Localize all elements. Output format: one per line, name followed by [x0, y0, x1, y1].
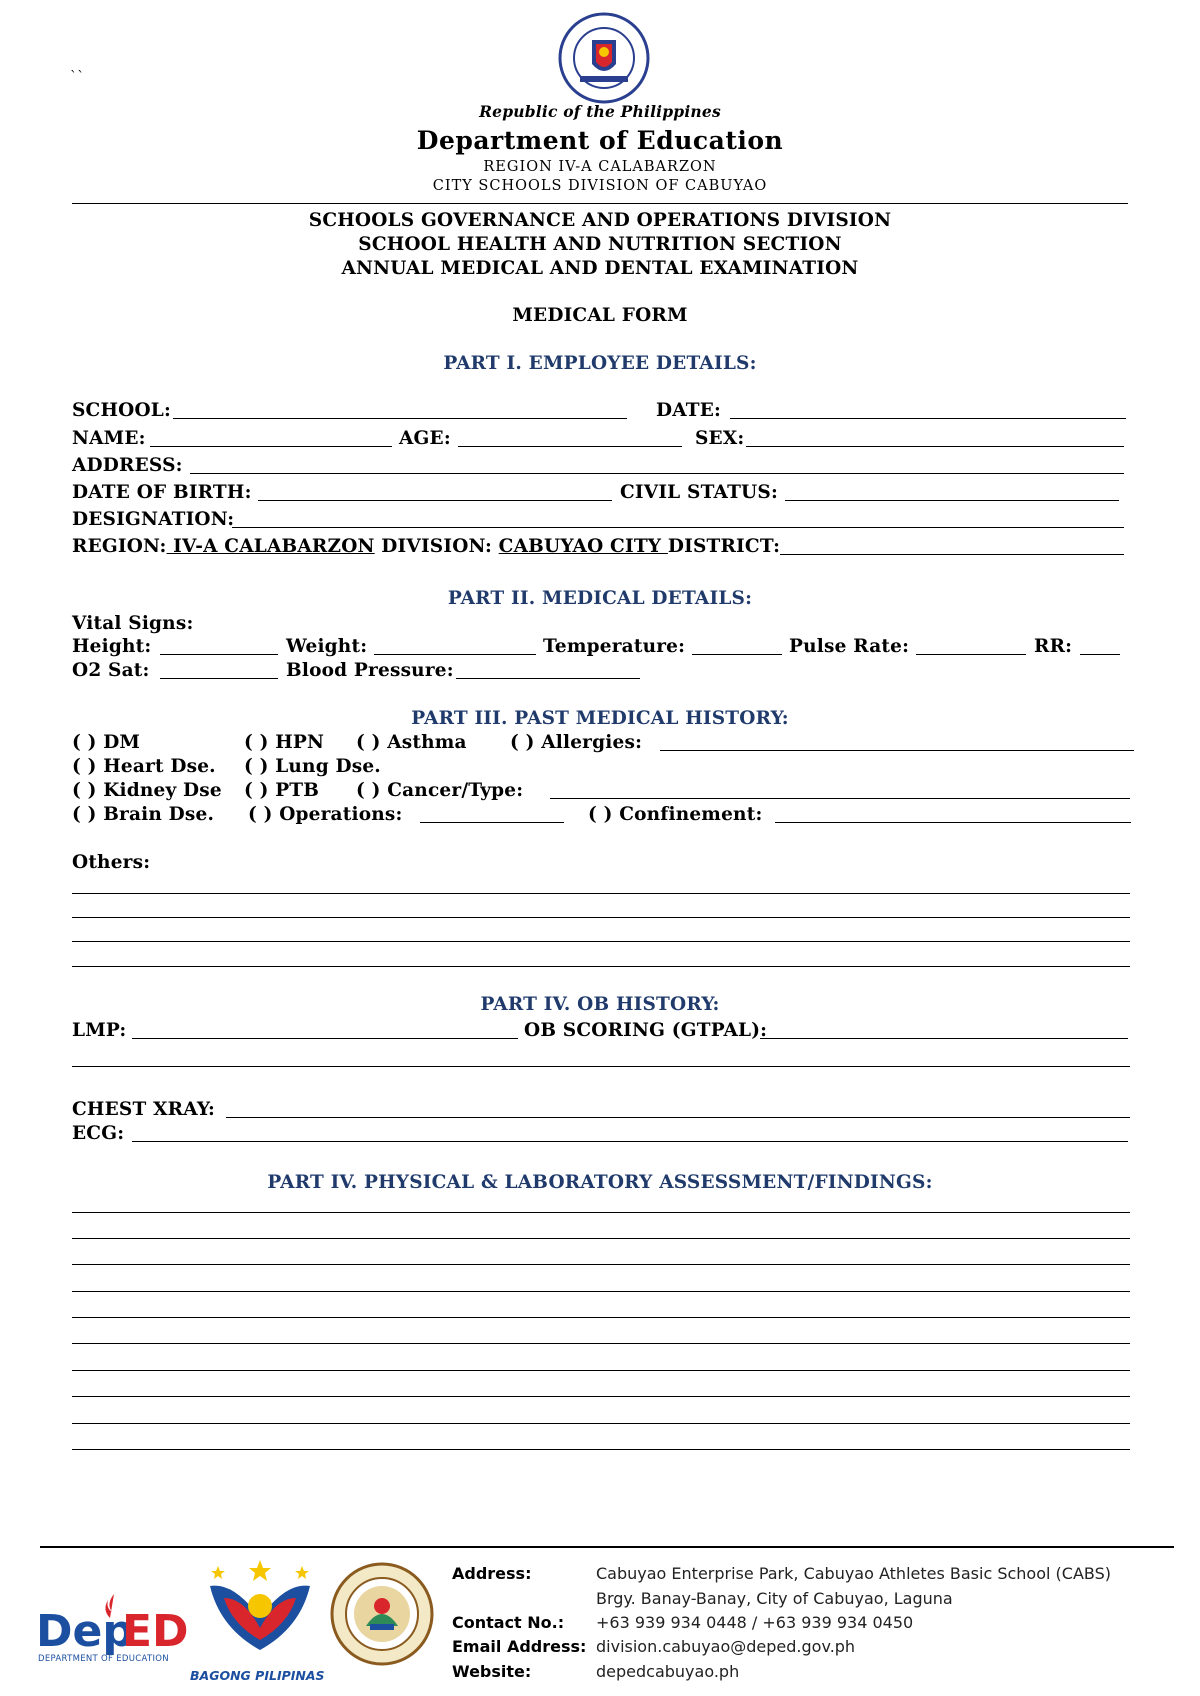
findings-line[interactable]	[72, 1238, 1130, 1239]
part5-heading: PART IV. PHYSICAL & LABORATORY ASSESSMENT/FINDINGS:	[267, 1172, 933, 1193]
date-label: DATE:	[656, 400, 722, 421]
others-label: Others:	[72, 852, 151, 873]
website-footer-value[interactable]: depedcabuyao.ph	[596, 1662, 740, 1681]
region-text: REGION IV-A CALABARZON	[483, 159, 717, 175]
weight-field[interactable]	[374, 654, 536, 655]
pulse-label: Pulse Rate:	[789, 636, 910, 657]
height-field[interactable]	[160, 654, 278, 655]
brain-checkbox[interactable]: ( ) Brain Dse.	[72, 804, 215, 825]
asthma-checkbox[interactable]: ( ) Asthma	[356, 732, 467, 753]
ob-scoring-label: OB SCORING (GTPAL):	[524, 1020, 768, 1041]
findings-line[interactable]	[72, 1423, 1130, 1424]
address-footer-line-1: Cabuyao Enterprise Park, Cabuyao Athletes Basic School (CABS)	[596, 1564, 1111, 1583]
website-footer-label: Website:	[452, 1662, 532, 1681]
deped-subtext: DEPARTMENT OF EDUCATION	[38, 1654, 169, 1664]
temperature-field[interactable]	[692, 654, 782, 655]
cancer-field[interactable]	[550, 798, 1130, 799]
civil-status-label: CIVIL STATUS:	[620, 482, 778, 503]
division-text: CITY SCHOOLS DIVISION OF CABUYAO	[432, 178, 768, 194]
republic-text: Republic of the Philippines	[479, 102, 721, 121]
division-seal-icon	[330, 1562, 434, 1666]
lmp-field[interactable]	[132, 1038, 518, 1039]
findings-line[interactable]	[72, 1212, 1130, 1213]
chest-xray-field[interactable]	[226, 1117, 1130, 1118]
designation-label: DESIGNATION:	[72, 509, 235, 530]
allergies-field[interactable]	[660, 750, 1134, 751]
address-field[interactable]	[190, 473, 1124, 474]
date-field[interactable]	[730, 418, 1126, 419]
bagong-pilipinas-icon	[204, 1558, 316, 1658]
rr-label: RR:	[1034, 636, 1073, 657]
division-label: DIVISION:	[381, 536, 493, 557]
part1-heading: PART I. EMPLOYEE DETAILS:	[443, 353, 757, 374]
designation-field[interactable]	[232, 527, 1124, 528]
o2-label: O2 Sat:	[72, 660, 150, 681]
findings-line[interactable]	[72, 1370, 1130, 1371]
confinement-checkbox[interactable]: ( ) Confinement:	[588, 804, 763, 825]
vital-signs-label: Vital Signs:	[72, 613, 194, 634]
others-line[interactable]	[72, 941, 1130, 942]
contact-footer-label: Contact No.:	[452, 1613, 565, 1632]
findings-line[interactable]	[72, 1264, 1130, 1265]
ecg-label: ECG:	[72, 1123, 125, 1144]
division-value: CABUYAO CITY	[498, 536, 668, 557]
address-footer-line-2: Brgy. Banay-Banay, City of Cabuyao, Laguna	[596, 1589, 953, 1608]
ecg-field[interactable]	[132, 1141, 1128, 1142]
age-field[interactable]	[458, 446, 682, 447]
title-line-2: SCHOOL HEALTH AND NUTRITION SECTION	[358, 234, 842, 255]
contact-footer-value: +63 939 934 0448 / +63 939 934 0450	[596, 1613, 914, 1632]
lung-checkbox[interactable]: ( ) Lung Dse.	[244, 756, 381, 777]
operations-checkbox[interactable]: ( ) Operations:	[248, 804, 403, 825]
header-divider	[72, 203, 1128, 204]
name-label: NAME:	[72, 428, 146, 449]
allergies-checkbox[interactable]: ( ) Allergies:	[510, 732, 643, 753]
bp-field[interactable]	[456, 678, 640, 679]
others-line[interactable]	[72, 893, 1130, 894]
pulse-field[interactable]	[916, 654, 1026, 655]
kidney-checkbox[interactable]: ( ) Kidney Dse	[72, 780, 222, 801]
findings-line[interactable]	[72, 1449, 1130, 1450]
footer-divider	[40, 1546, 1174, 1548]
address-label: ADDRESS:	[72, 455, 183, 476]
o2-field[interactable]	[160, 678, 278, 679]
district-label: DISTRICT:	[667, 536, 781, 557]
ptb-checkbox[interactable]: ( ) PTB	[244, 780, 320, 801]
name-field[interactable]	[150, 446, 392, 447]
dm-checkbox[interactable]: ( ) DM	[72, 732, 141, 753]
heart-checkbox[interactable]: ( ) Heart Dse.	[72, 756, 216, 777]
findings-line[interactable]	[72, 1291, 1130, 1292]
bp-label: Blood Pressure:	[286, 660, 454, 681]
email-footer-label: Email Address:	[452, 1637, 587, 1656]
chest-xray-label: CHEST XRAY:	[72, 1099, 215, 1120]
findings-line[interactable]	[72, 1343, 1130, 1344]
school-label: SCHOOL:	[72, 400, 172, 421]
svg-text:ED: ED	[122, 1606, 189, 1657]
title-line-1: SCHOOLS GOVERNANCE AND OPERATIONS DIVISION	[308, 210, 892, 231]
sex-label: SEX:	[695, 428, 745, 449]
part4-heading: PART IV. OB HISTORY:	[480, 994, 720, 1015]
region-value: IV-A CALABARZON	[166, 536, 375, 557]
email-footer-value[interactable]: division.cabuyao@deped.gov.ph	[596, 1637, 856, 1656]
cancer-checkbox[interactable]: ( ) Cancer/Type:	[356, 780, 524, 801]
findings-line[interactable]	[72, 1317, 1130, 1318]
department-text: Department of Education	[416, 126, 784, 155]
svg-text:Dep: Dep	[36, 1606, 134, 1657]
ob-extra-line[interactable]	[72, 1066, 1130, 1067]
others-line[interactable]	[72, 917, 1130, 918]
region-row	[72, 538, 780, 557]
corner-mark: ``	[70, 69, 85, 85]
dob-label: DATE OF BIRTH:	[72, 482, 252, 503]
region-label: REGION:	[72, 536, 167, 557]
part3-heading: PART III. PAST MEDICAL HISTORY:	[411, 708, 789, 729]
hpn-checkbox[interactable]: ( ) HPN	[244, 732, 325, 753]
operations-field[interactable]	[420, 822, 564, 823]
age-label: AGE:	[399, 428, 451, 449]
findings-line[interactable]	[72, 1396, 1130, 1397]
rr-field[interactable]	[1080, 654, 1120, 655]
confinement-field[interactable]	[775, 822, 1131, 823]
part2-heading: PART II. MEDICAL DETAILS:	[447, 588, 753, 609]
lmp-label: LMP:	[72, 1020, 127, 1041]
school-field[interactable]	[173, 418, 627, 419]
title-line-3: ANNUAL MEDICAL AND DENTAL EXAMINATION	[341, 258, 859, 279]
dob-field[interactable]	[258, 500, 612, 501]
civil-status-field[interactable]	[785, 500, 1119, 501]
height-label: Height:	[72, 636, 152, 657]
bagong-pilipinas-text: BAGONG PILIPINAS	[190, 1668, 325, 1683]
weight-label: Weight:	[286, 636, 368, 657]
others-line[interactable]	[72, 966, 1130, 967]
deped-seal-icon	[558, 12, 650, 104]
ob-scoring-field[interactable]	[760, 1038, 1128, 1039]
form-title: MEDICAL FORM	[512, 305, 688, 326]
address-footer-label: Address:	[452, 1564, 532, 1583]
temperature-label: Temperature:	[543, 636, 686, 657]
district-field[interactable]	[780, 554, 1124, 555]
sex-field[interactable]	[746, 446, 1124, 447]
